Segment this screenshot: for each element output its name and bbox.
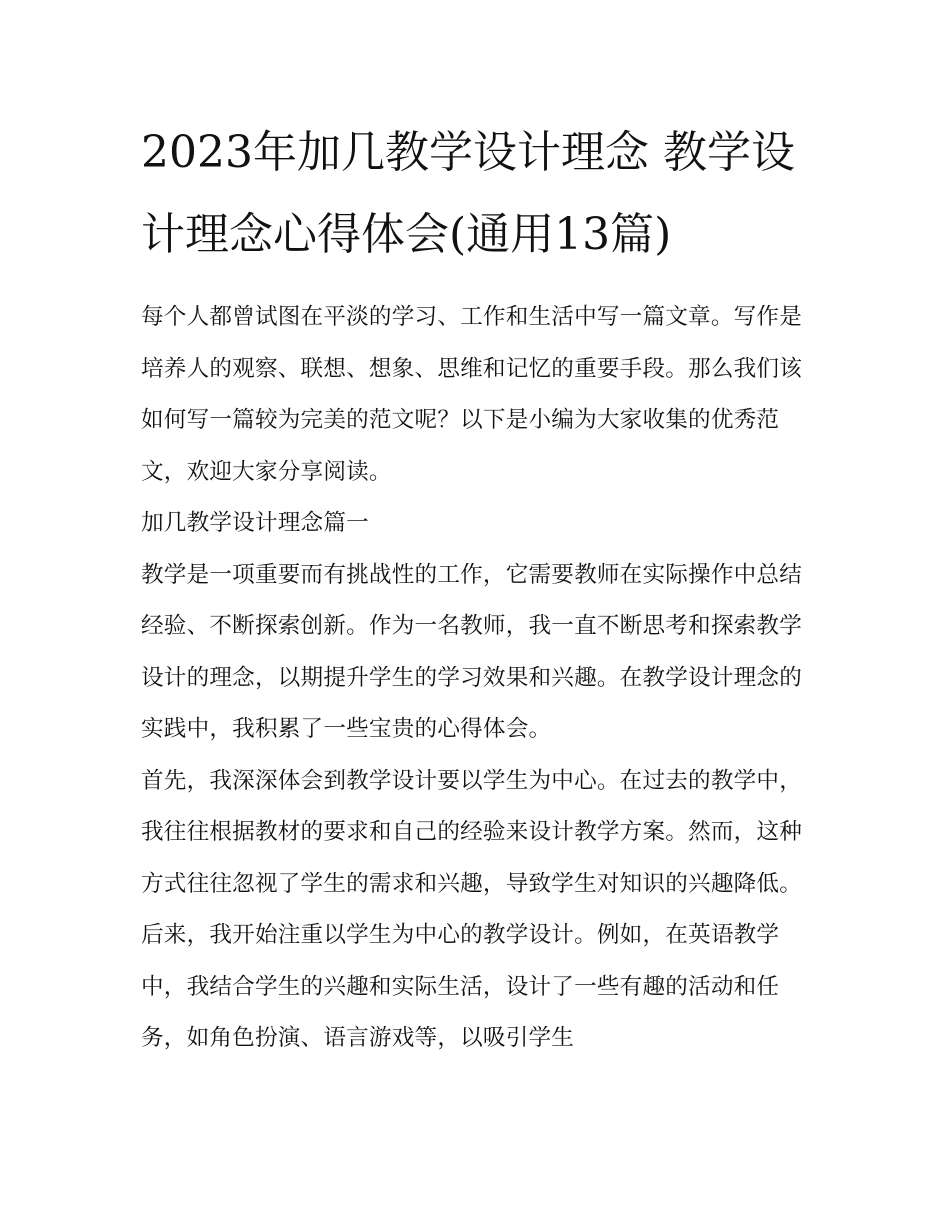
body-paragraph: 教学是一项重要而有挑战性的工作，它需要教师在实际操作中总结经验、不断探索创新。作为一名教师，我一直不断思考和探索教学设计的理念，以期提升学生的学习效果和兴趣。在教学设计理念的实践中，我积累了一些宝贵的心得体会。 — [141, 561, 803, 742]
section-heading: 加几教学设计理念篇一 — [141, 510, 369, 536]
body-paragraph: 首先，我深深体会到教学设计要以学生为中心。在过去的教学中，我往往根据教材的要求和自己的经验来设计教学方案。然而，这种方式往往忽视了学生的需求和兴趣，导致学生对知识的兴趣降低。后来，我开始注重以学生为中心的教学设计。例如，在英语教学中，我结合学生的兴趣和实际生活，设计了一些有趣的活动和任务，如角色扮演、语言游戏等，以吸引学生 — [141, 767, 803, 1051]
document-page — [141, 112, 813, 1065]
document-body — [141, 292, 813, 1065]
document-title: 2023年加几教学设计理念 教学设计理念心得体会(通用13篇) — [141, 127, 795, 260]
intro-paragraph: 每个人都曾试图在平淡的学习、工作和生活中写一篇文章。写作是培养人的观察、联想、想象、思维和记忆的重要手段。那么我们该如何写一篇较为完美的范文呢？以下是小编为大家收集的优秀范文，欢迎大家分享阅读。 — [141, 304, 803, 485]
